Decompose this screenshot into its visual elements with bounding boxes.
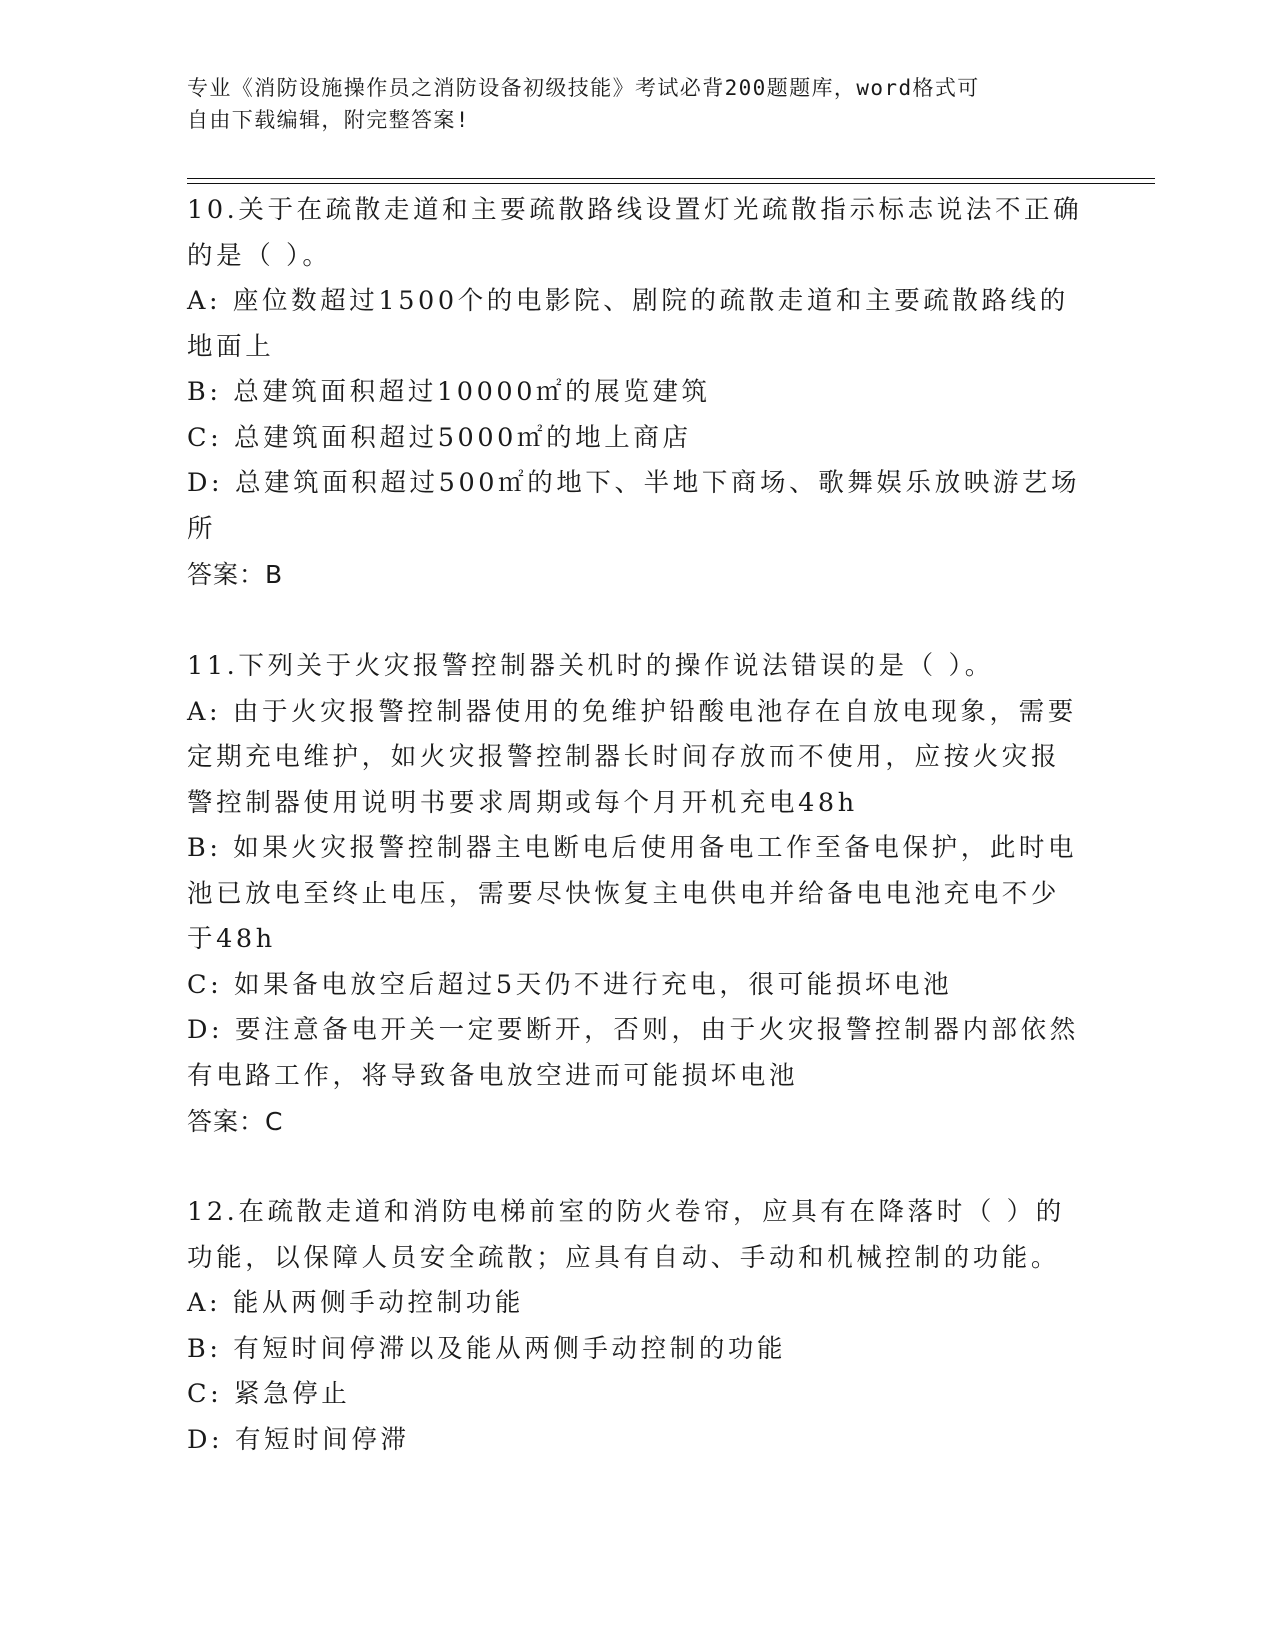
- document-header: [187, 72, 1087, 136]
- option-a-line: A: 能从两侧手动控制功能: [187, 1288, 524, 1318]
- header-title-line-2: 自由下载编辑，附完整答案!: [187, 108, 470, 132]
- answer-label: 答案：B: [187, 560, 284, 589]
- question-stem-line: 11.下列关于火灾报警控制器关机时的操作说法错误的是（ ）。: [187, 651, 994, 681]
- question-stem-line: 12.在疏散走道和消防电梯前室的防火卷帘，应具有在降落时（ ）的: [187, 1197, 1065, 1227]
- header-title-line-1: 专业《消防设施操作员之消防设备初级技能》考试必背200题题库，word格式可: [187, 76, 980, 100]
- question-stem-line: 功能，以保障人员安全疏散；应具有自动、手动和机械控制的功能。: [187, 1242, 1061, 1273]
- option-b-line: B: 有短时间停滞以及能从两侧手动控制的功能: [187, 1333, 787, 1364]
- option-d-line: D: 总建筑面积超过500㎡的地下、半地下商场、歌舞娱乐放映游艺场: [187, 468, 1081, 498]
- option-c-line: C: 总建筑面积超过5000㎡的地上商店: [187, 422, 692, 453]
- option-a-line: 地面上: [187, 331, 275, 362]
- header-divider-bottom: [187, 183, 1155, 184]
- answer-label: 答案：C: [187, 1107, 284, 1136]
- option-d-line: D: 要注意备电开关一定要断开，否则，由于火灾报警控制器内部依然: [187, 1015, 1079, 1045]
- option-a-line: 警控制器使用说明书要求周期或每个月开机充电48h: [187, 787, 858, 818]
- option-b-line: 于48h: [187, 924, 276, 954]
- question-11: [187, 644, 1087, 1145]
- option-d-line: D: 有短时间停滞: [187, 1424, 410, 1455]
- question-stem-line: 的是（ ）。: [187, 240, 332, 271]
- option-d-line: 有电路工作，将导致备电放空进而可能损坏电池: [187, 1060, 799, 1091]
- option-b-line: B: 总建筑面积超过10000㎡的展览建筑: [187, 377, 711, 407]
- question-10: [187, 188, 1087, 598]
- option-a-line: A: 座位数超过1500个的电影院、剧院的疏散走道和主要疏散路线的: [187, 286, 1069, 316]
- option-d-line: 所: [187, 513, 217, 544]
- option-b-line: B: 如果火灾报警控制器主电断电后使用备电工作至备电保护，此时电: [187, 833, 1078, 863]
- question-12: [187, 1190, 1087, 1463]
- option-b-line: 池已放电至终止电压，需要尽快恢复主电供电并给备电电池充电不少: [187, 878, 1061, 909]
- option-a-line: 定期充电维护，如火灾报警控制器长时间存放而不使用，应按火灾报: [187, 742, 1061, 772]
- question-stem-line: 10.关于在疏散走道和主要疏散路线设置灯光疏散指示标志说法不正确: [187, 195, 1083, 225]
- option-a-line: A: 由于火灾报警控制器使用的免维护铅酸电池存在自放电现象，需要: [187, 696, 1077, 727]
- header-divider-top: [187, 178, 1155, 179]
- option-c-line: C: 紧急停止: [187, 1379, 351, 1409]
- option-c-line: C: 如果备电放空后超过5天仍不进行充电，很可能损坏电池: [187, 969, 953, 1000]
